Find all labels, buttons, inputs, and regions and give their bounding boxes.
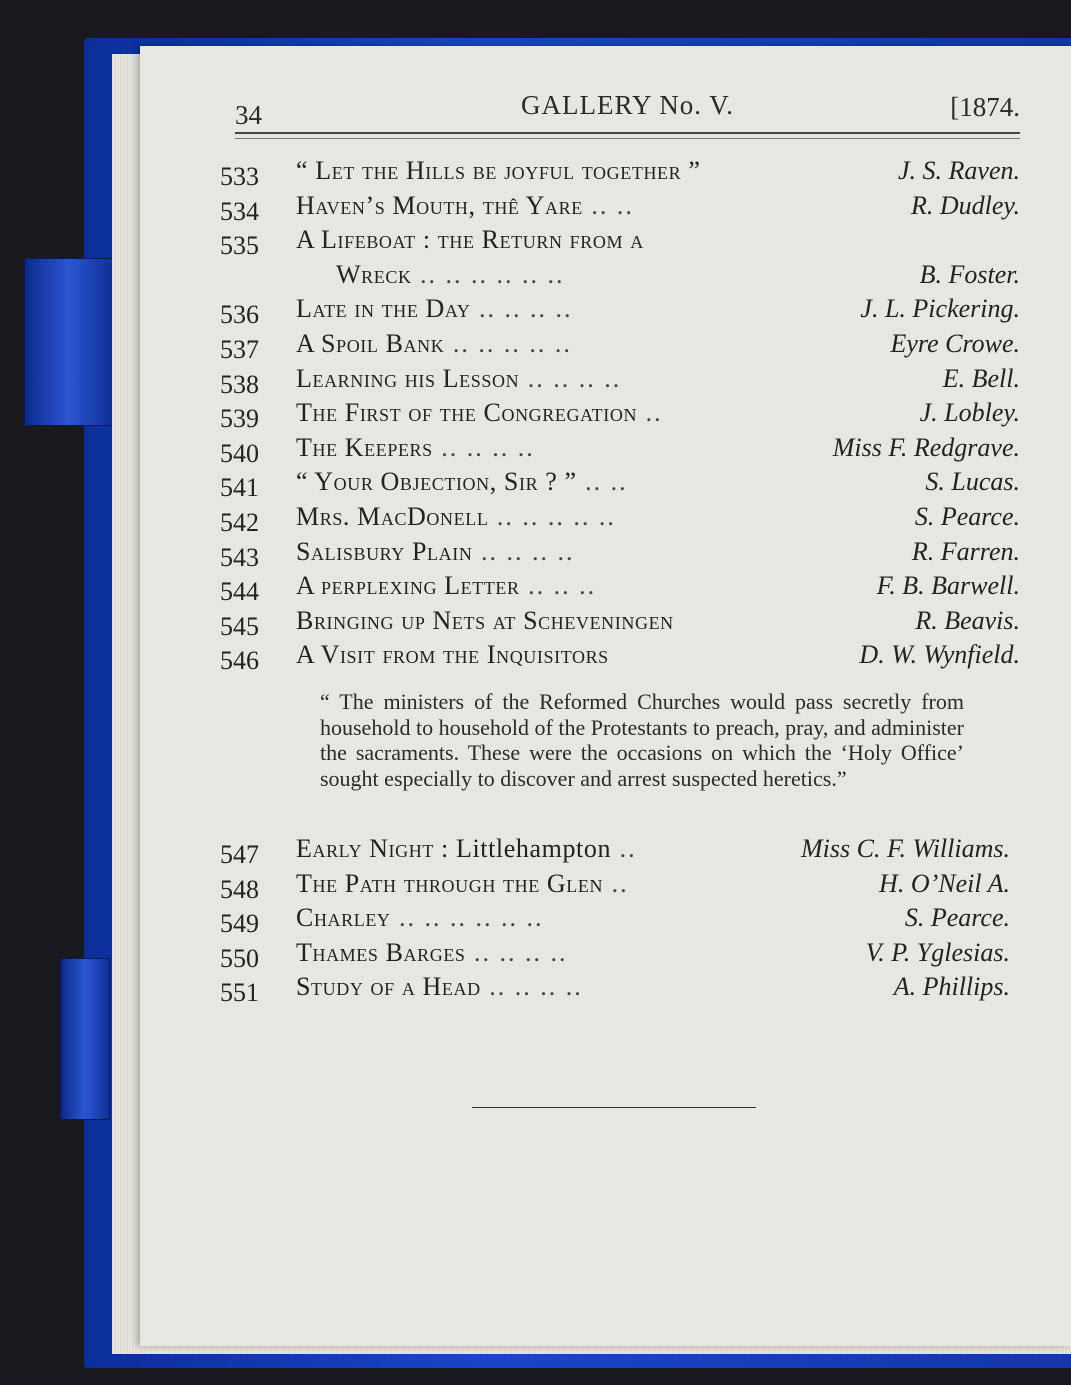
entry-title (296, 225, 644, 255)
entry-artist: J. Lobley. (919, 398, 1020, 428)
entry-title (296, 156, 700, 186)
entry-artist: Miss C. F. Williams. (800, 834, 1010, 863)
leader-dots: .. .. (582, 190, 634, 220)
entry-title (296, 329, 572, 359)
entry-title-text: Charley (296, 903, 391, 933)
catalogue-entry (220, 364, 1020, 399)
entry-title-text: A perplexing Letter (296, 571, 520, 601)
catalogue-entry (220, 433, 1020, 468)
leader-dots: .. .. .. .. (432, 432, 535, 462)
entry-title-text: “ Let the Hills be joyful together ” (296, 156, 701, 185)
entry-number: 542 (220, 507, 259, 537)
entry-list-continued (220, 834, 1010, 1007)
entry-number: 535 (220, 231, 259, 261)
entry-number: 546 (220, 646, 259, 676)
entry-title (296, 467, 628, 497)
entry-title-text: Wreck (336, 259, 412, 289)
leader-dots: .. .. .. .. (470, 294, 573, 324)
catalogue-entry (220, 834, 1010, 869)
entry-title (296, 640, 609, 670)
catalogue-entry (220, 225, 1020, 260)
entry-number: 550 (220, 943, 259, 973)
leader-dots: .. .. .. (519, 571, 597, 601)
entry-number: 544 (220, 577, 259, 607)
catalogue-entry (220, 191, 1020, 226)
catalogue-entry (220, 537, 1020, 572)
entry-number: 540 (220, 438, 259, 468)
entry-number: 537 (220, 334, 259, 364)
entry-title-text: Haven’s Mouth, thê Yare (296, 190, 583, 220)
entry-number: 548 (220, 874, 259, 904)
leader-dots: .. .. .. .. .. .. (390, 903, 544, 933)
page-number: 34 (235, 100, 262, 130)
entry-number: 534 (220, 196, 259, 226)
catalogue-entry (220, 606, 1020, 641)
catalogue-entry (220, 869, 1010, 904)
year-label: [1874. (950, 92, 1020, 122)
leader-dots: .. .. .. .. (465, 937, 568, 967)
catalogue-entry (220, 329, 1020, 364)
entry-artist: J. S. Raven. (897, 156, 1020, 185)
entry-artist: R. Farren. (911, 536, 1020, 566)
quotation-note: “ The ministers of the Reformed Churches would pass secretly from household to household of the Protestants to preach, pray, and administer the sacraments. These were the occasions on which the ‘Holy Office’ sought especially to discover and arrest suspected heretics.” (320, 689, 964, 791)
catalogue-entry (220, 260, 1020, 295)
leader-dots: .. .. .. .. .. .. (411, 259, 565, 289)
entry-artist: R. Dudley. (910, 190, 1020, 220)
entry-number: 543 (220, 542, 259, 572)
entry-artist: Miss F. Redgrave. (832, 432, 1020, 462)
entry-title-text: Early Night : (296, 834, 449, 863)
header-rule (235, 132, 1020, 134)
catalogue-entry (220, 398, 1020, 433)
bookmark-tab-upper (24, 258, 114, 426)
entry-artist: D. W. Wynfield. (859, 640, 1020, 670)
entry-title (296, 364, 621, 394)
entry-title-text: A Lifeboat : the Return from a (296, 225, 644, 255)
entry-number: 536 (220, 300, 259, 330)
entry-artist: H. O’Neil A. (879, 868, 1010, 898)
entry-title-text: Salisbury Plain (296, 536, 473, 566)
catalogue-entry (220, 156, 1020, 191)
leader-dots: .. .. .. .. .. (488, 501, 616, 531)
catalogue-entry (220, 502, 1020, 537)
entry-title-text: “ Your Objection, Sir ? ” (296, 467, 577, 497)
entry-artist: B. Foster. (919, 259, 1020, 289)
entry-subtitle: Littlehampton (448, 834, 612, 863)
catalogue-entry (220, 903, 1010, 938)
entry-title (296, 606, 674, 636)
end-rule (472, 1107, 756, 1108)
entry-artist: J. L. Pickering. (860, 294, 1020, 324)
entry-title-text: Learning his Lesson (296, 363, 520, 393)
entry-artist: R. Beavis. (915, 605, 1020, 635)
entry-title-text: Mrs. MacDonell (296, 501, 489, 531)
bookmark-tab-lower (60, 958, 110, 1120)
leader-dots: .. (603, 868, 629, 898)
page-header (235, 90, 1020, 130)
entry-title-text: A Visit from the Inquisitors (296, 640, 609, 670)
entry-artist: S. Pearce. (904, 903, 1010, 933)
catalogue-entry (220, 571, 1020, 606)
entry-artist: A. Phillips. (893, 972, 1010, 1002)
entry-title (296, 294, 572, 324)
entry-artist: S. Lucas. (925, 467, 1020, 497)
entry-title (296, 903, 544, 933)
leader-dots: .. .. (576, 467, 628, 497)
entry-title-text: The Keepers (296, 432, 433, 462)
leader-dots: .. (637, 398, 663, 428)
entry-title (296, 834, 637, 864)
entry-artist: Eyre Crowe. (890, 328, 1020, 358)
entry-title-text: A Spoil Bank (296, 328, 445, 358)
entry-list (220, 156, 1020, 675)
leader-dots: .. .. .. .. .. (444, 328, 572, 358)
leader-dots: .. .. .. .. (519, 363, 622, 393)
entry-number: 539 (220, 404, 259, 434)
entry-title (296, 433, 535, 463)
entry-title-text: Study of a Head (296, 972, 481, 1002)
entry-title-text: Late in the Day (296, 294, 471, 324)
header-rule-thin (235, 138, 1020, 139)
entry-title (296, 502, 616, 532)
entry-artist: E. Bell. (942, 363, 1020, 393)
entry-artist: V. P. Yglesias. (865, 937, 1010, 967)
catalogue-entry (220, 972, 1010, 1007)
leader-dots: .. .. .. .. (480, 972, 583, 1002)
gallery-title: GALLERY No. V. (520, 90, 735, 120)
catalogue-entry (220, 294, 1020, 329)
entry-number: 545 (220, 611, 259, 641)
entry-title (296, 191, 634, 221)
catalogue-entry (220, 467, 1020, 502)
entry-number: 547 (220, 840, 259, 869)
catalogue-entry (220, 938, 1010, 973)
entry-number: 551 (220, 978, 259, 1008)
entry-title-text: The Path through the Glen (296, 868, 604, 898)
entry-artist: F. B. Barwell. (876, 571, 1020, 601)
entry-number: 549 (220, 909, 259, 939)
entry-title (296, 537, 574, 567)
entry-number: 541 (220, 473, 259, 503)
catalogue-entry (220, 640, 1020, 675)
leader-dots: .. (611, 834, 637, 863)
entry-title-text: Bringing up Nets at Scheveningen (296, 605, 674, 635)
entry-title (296, 869, 629, 899)
entry-title (336, 260, 565, 290)
entry-title (296, 571, 596, 601)
catalogue-page (140, 46, 1071, 1346)
entry-title (296, 398, 663, 428)
entry-number: 538 (220, 369, 259, 399)
entry-title-text: Thames Barges (296, 937, 466, 967)
entry-title (296, 972, 583, 1002)
entry-title-text: The First of the Congregation (296, 398, 638, 428)
entry-number: 533 (220, 162, 259, 191)
entry-title (296, 938, 568, 968)
leader-dots: .. .. .. .. (472, 536, 575, 566)
entry-artist: S. Pearce. (914, 501, 1020, 531)
